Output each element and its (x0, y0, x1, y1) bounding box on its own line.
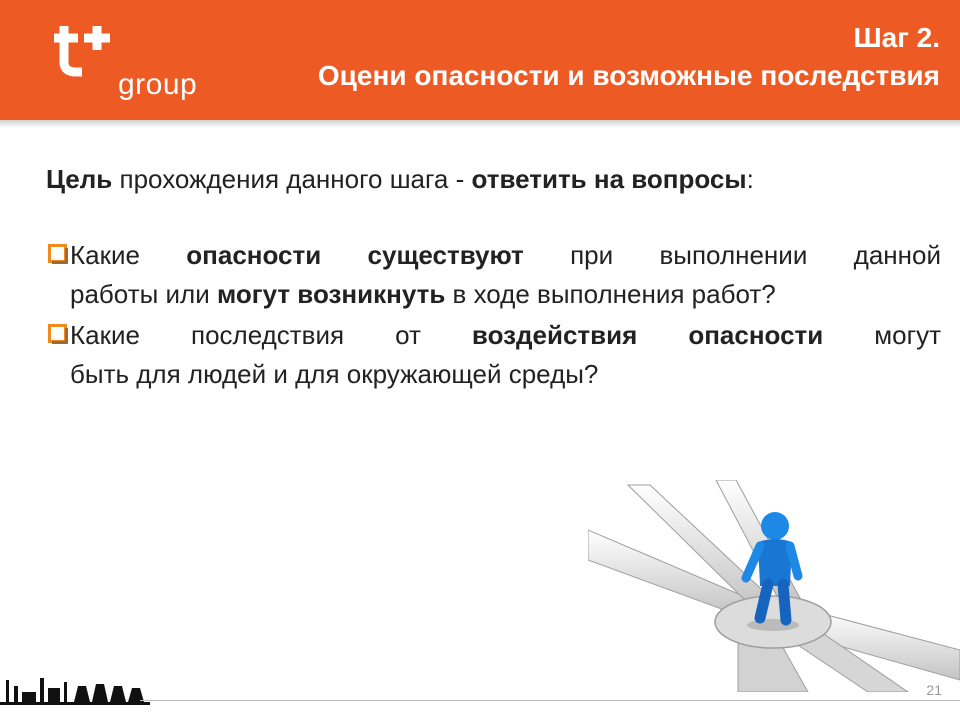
checkbox-bullet-icon (48, 324, 68, 344)
bullet-1-bold-a: опасности существуют (186, 240, 524, 270)
slide-title: Оцени опасности и возможные последствия (317, 60, 940, 91)
bullet-1-line-2 (46, 275, 941, 314)
logo-text: group (118, 68, 198, 101)
bullet-2-line-1 (46, 316, 941, 355)
bullet-1-bold-b: могут возникнуть (216, 279, 446, 309)
bullet-2-text-b: могут (823, 320, 941, 350)
bullet-1-text-b: при выполнении данной (523, 240, 941, 270)
checkbox-bullet-icon (48, 244, 68, 264)
page-number: 21 (926, 682, 942, 698)
intro-bold-answer: ответить на вопросы (471, 164, 747, 194)
intro-colon: : (746, 164, 754, 194)
footer-divider (140, 700, 960, 701)
header-shadow (0, 120, 960, 128)
bullet-item-2 (46, 316, 941, 394)
t-plus-logo-icon (48, 22, 118, 82)
bullet-1-line-1 (46, 236, 941, 275)
bullet-1-text-c: работы или (70, 279, 217, 309)
bullet-2-text-a: Какие последствия от (70, 320, 472, 350)
bullet-1-text-d: в ходе выполнения работ? (445, 279, 776, 309)
industrial-skyline-icon (0, 660, 150, 705)
bullet-2-line-2 (46, 355, 941, 394)
t-plus-group-logo (48, 22, 198, 102)
crossroads-illustration (588, 480, 960, 692)
intro-text (46, 160, 754, 198)
bullet-2-bold-a: воздействия опасности (471, 320, 824, 350)
header-bar (0, 0, 960, 120)
slide-title-step: Шаг 2. (853, 22, 940, 53)
intro-text-1: прохождения данного шага - (112, 164, 472, 194)
bullet-item-1 (46, 236, 941, 314)
bullet-2-text-c: быть для людей и для окружающей среды? (70, 359, 599, 389)
bullet-1-text-a: Какие (70, 240, 187, 270)
intro-bold-goal: Цель (46, 164, 113, 194)
